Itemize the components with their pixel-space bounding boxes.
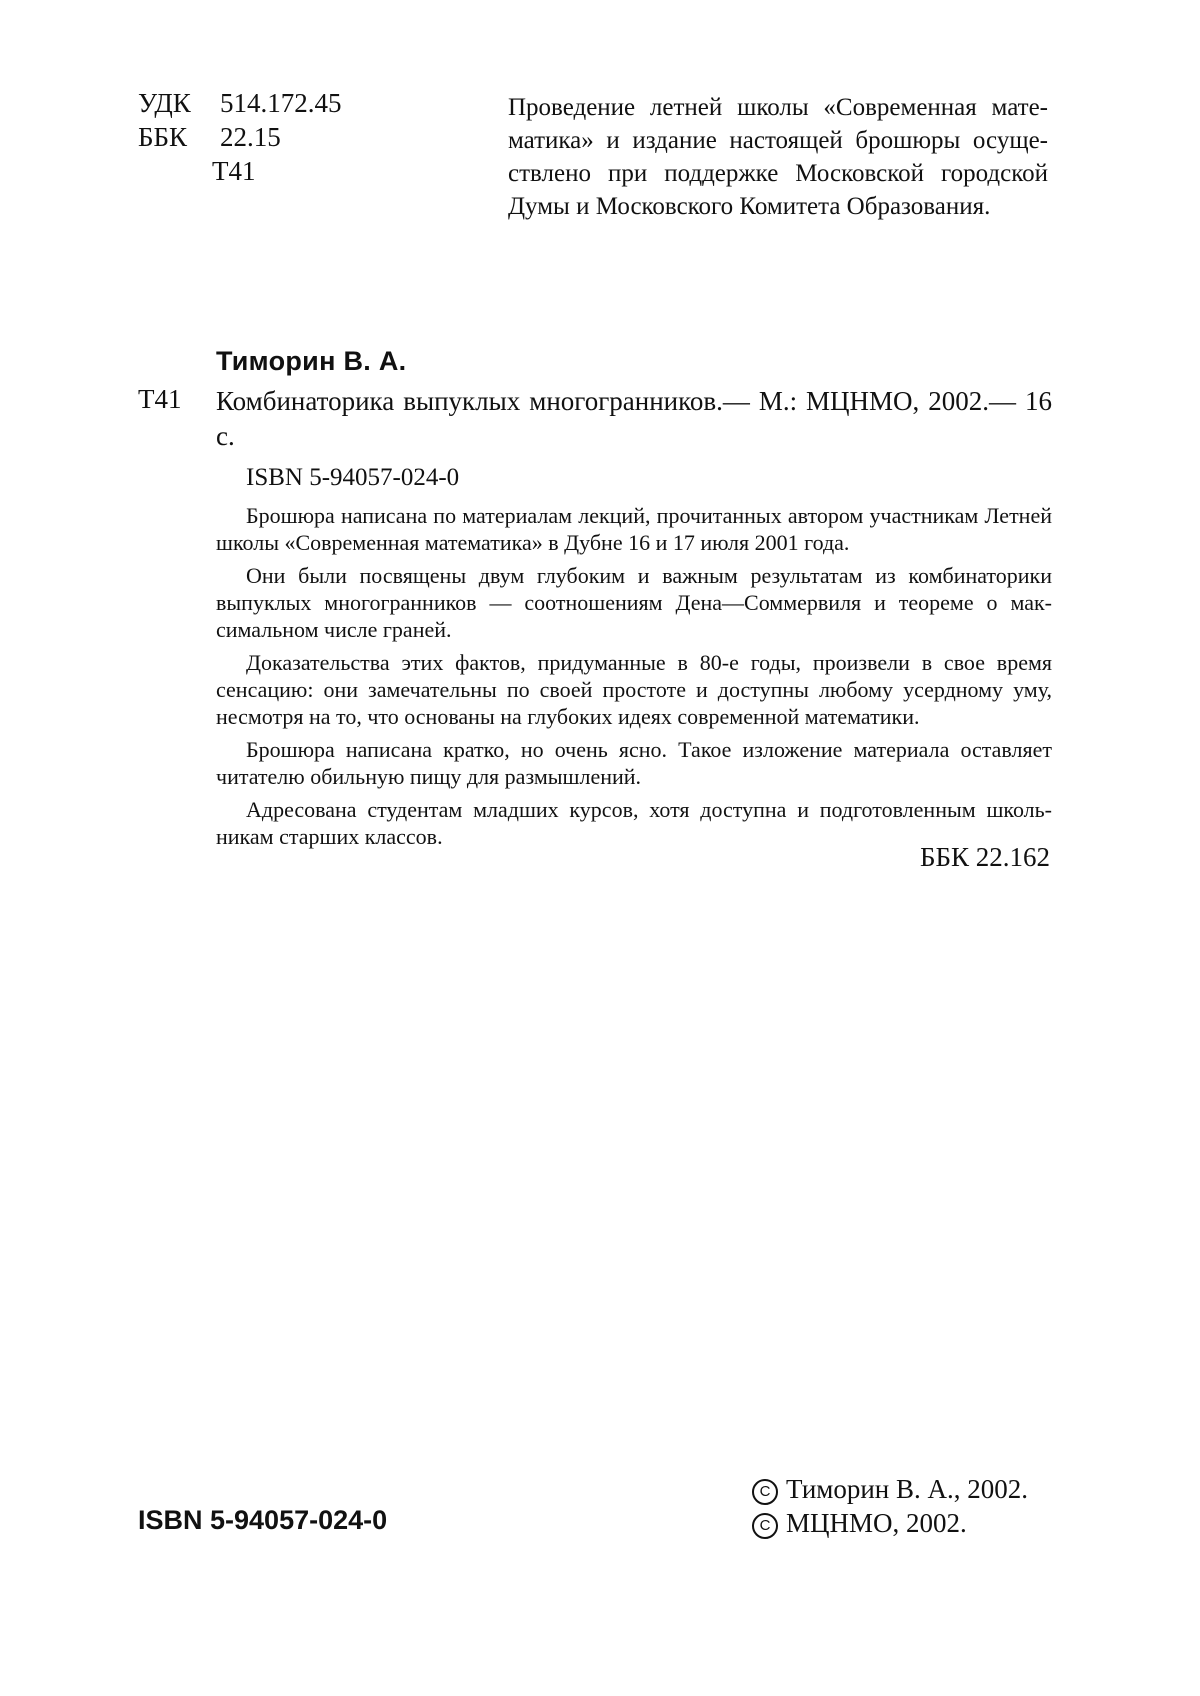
udk-value: 514.172.45	[220, 88, 342, 118]
bbk-line	[138, 120, 342, 154]
udk-label: УДК	[138, 88, 191, 118]
copyright-icon: C	[752, 1479, 778, 1505]
bbk-value: 22.15	[220, 122, 281, 152]
author-code-mark: Т41	[138, 384, 182, 414]
copyright-author: Тиморин В. А., 2002.	[786, 1474, 1029, 1504]
author-name: Тиморин В. А.	[216, 346, 407, 376]
bbk-index: ББК 22.162	[919, 842, 1050, 872]
copyright-publisher: МЦНМО, 2002.	[786, 1508, 967, 1538]
isbn-footer: ISBN 5-94057-024-0	[138, 1505, 388, 1535]
copyright-icon: C	[752, 1513, 778, 1539]
annotation	[216, 502, 1052, 856]
isbn-entry: ISBN 5-94057-024-0	[246, 464, 460, 491]
udk-line	[138, 86, 342, 120]
annotation-paragraph: Брошюра написана по материалам лекций, прочитанных автором участникам Летней школы «Современная математика» в Дубне 16 и 17 июля 2001 года.	[216, 503, 1052, 555]
support-note: Проведение летней школы «Современная мате- матика» и издание настоящей брошюры осуще- ствлено при поддержке Московской городской Думы и Московского Комитета Образования.	[508, 94, 1048, 220]
copyright-block	[752, 1472, 1028, 1540]
annotation-paragraph: Адресована студентам младших курсов, хотя доступна и подготовленным школь- никам старших классов.	[216, 797, 1052, 849]
bibliographic-title: Комбинаторика выпуклых многогранников.— М.: МЦНМО, 2002.— 16 с.	[216, 386, 1052, 451]
annotation-paragraph: Доказательства этих фактов, придуманные в 80-е годы, произвели в свое время сенсацию: они замечательны по своей простоте и доступны любому усердному уму, несмотря на то, что основаны на глубоких идеях современной математики.	[216, 650, 1052, 729]
copyright-publisher-line	[752, 1506, 1028, 1540]
author-mark: Т41	[212, 156, 256, 186]
classification-block	[138, 86, 342, 188]
copyright-author-line	[752, 1472, 1028, 1506]
annotation-paragraph: Они были посвящены двум глубоким и важным результатам из комбинаторики выпуклых многогранников — соотношениям Дена—Соммервиля и теореме о мак- симальном числе граней.	[216, 563, 1052, 642]
bbk-label: ББК	[138, 122, 188, 152]
annotation-paragraph: Брошюра написана кратко, но очень ясно. Такое изложение материала оставляет читателю обильную пищу для размышлений.	[216, 737, 1052, 789]
